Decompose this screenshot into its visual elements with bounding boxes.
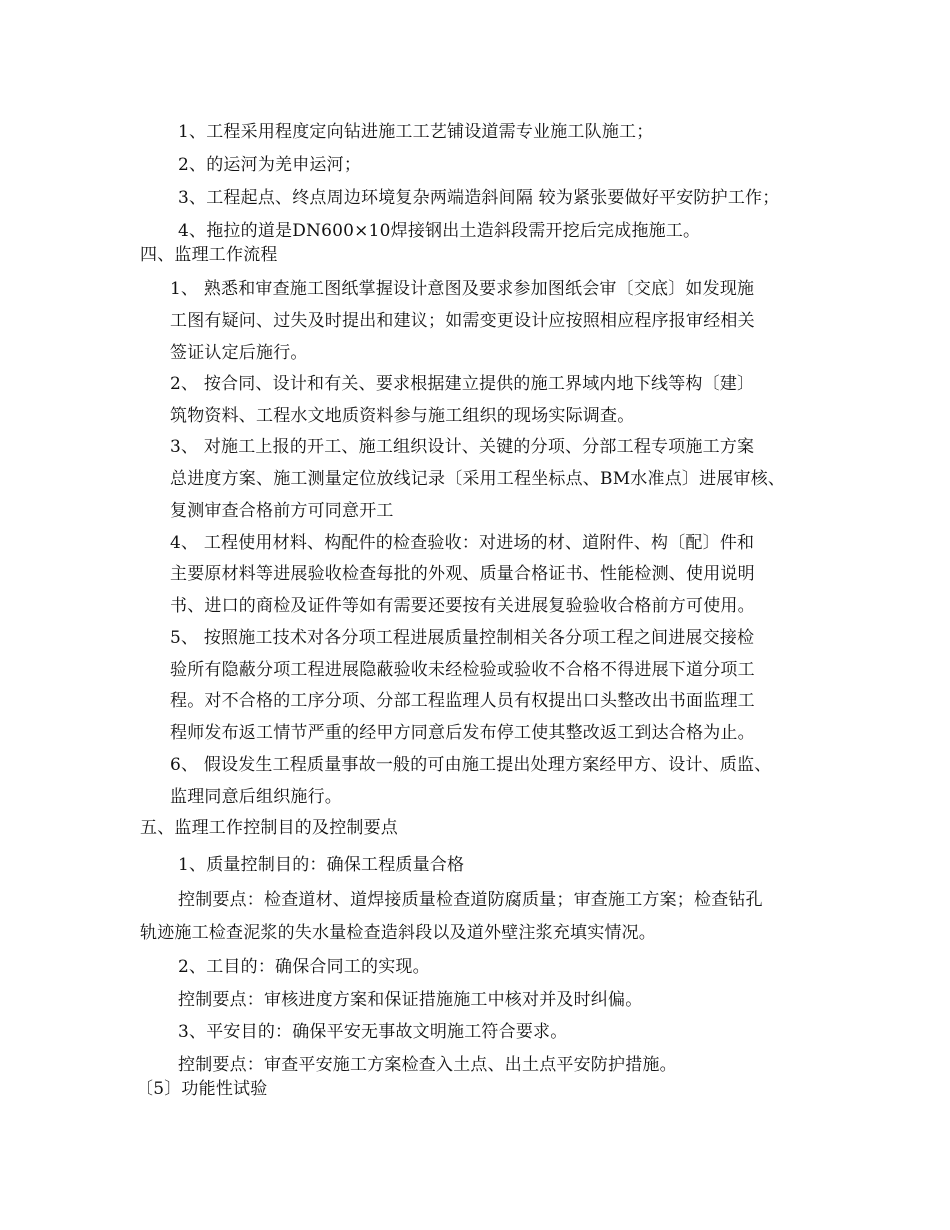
text-line: 总进度方案、施工测量定位放线记录〔采用工程坐标点、BM水准点〕进展审核、 <box>170 469 786 489</box>
text-line: 2、工目的：确保合同工的实现。 <box>178 957 430 977</box>
text-line: 控制要点：审核进度方案和保证措施施工中核对并及时纠偏。 <box>178 990 643 1010</box>
section-heading: 四、监理工作流程 <box>140 245 278 265</box>
text-line: 控制要点：检查道材、道焊接质量检查道防腐质量；审查施工方案；检查钻孔 <box>178 890 763 910</box>
text-line: 4、 工程使用材料、构配件的检查验收：对进场的材、道附件、构〔配〕件和 <box>170 533 755 553</box>
text-line: 轨迹施工检查泥浆的失水量检查造斜段以及道外壁注浆充填实情况。 <box>140 923 656 943</box>
text-line: 程师发布返工情节严重的经甲方同意后发布停工使其整改返工到达合格为止。 <box>170 723 755 743</box>
section-heading: 五、监理工作控制目的及控制要点 <box>140 818 398 838</box>
text-line: 3、平安目的：确保平安无事故文明施工符合要求。 <box>178 1022 568 1042</box>
text-line: 签证认定后施行。 <box>170 343 308 363</box>
text-line: 5、 按照施工技术对各分项工程进展质量控制相关各分项工程之间进展交接检 <box>170 628 755 648</box>
text-line: 主要原材料等进展验收检查每批的外观、质量合格证书、性能检测、使用说明 <box>170 564 755 584</box>
text-line: 1、工程采用程度定向钻进施工工艺铺设道需专业施工队施工； <box>178 122 654 142</box>
text-line: 程。对不合格的工序分项、分部工程监理人员有权提出口头整改出书面监理工 <box>170 691 755 711</box>
text-line: 复测审查合格前方可同意开工 <box>170 501 394 521</box>
text-line: 工图有疑问、过失及时提出和建议；如需变更设计应按照相应程序报审经相关 <box>170 311 755 331</box>
text-line: 控制要点：审查平安施工方案检查入土点、出土点平安防护措施。 <box>178 1055 677 1075</box>
text-line: 3、工程起点、终点周边环境复杂两端造斜间隔 较为紧张要做好平安防护工作； <box>178 188 780 208</box>
text-line: 2、的运河为羌申运河； <box>178 155 362 175</box>
text-line: 书、进口的商检及证件等如有需要还要按有关进展复验验收合格前方可使用。 <box>170 596 755 616</box>
text-line: 监理同意后组织施行。 <box>170 787 342 807</box>
text-line: 6、 假设发生工程质量事故一般的可由施工提出处理方案经甲方、设计、质监、 <box>170 755 772 775</box>
text-line: 验所有隐蔽分项工程进展隐蔽验收未经检验或验收不合格不得进展下道分项工 <box>170 660 755 680</box>
text-line: 1、质量控制目的：确保工程质量合格 <box>178 855 465 875</box>
text-line: 2、 按合同、设计和有关、要求根据建立提供的施工界域内地下线等构〔建〕 <box>170 374 755 394</box>
text-line: 1、 熟悉和审查施工图纸掌握设计意图及要求参加图纸会审〔交底〕如发现施 <box>170 279 755 299</box>
text-line: 3、 对施工上报的开工、施工组织设计、关键的分项、分部工程专项施工方案 <box>170 437 755 457</box>
text-line: 4、拖拉的道是DN600×10焊接钢出土造斜段需开挖后完成拖施工。 <box>178 221 701 241</box>
text-line: 筑物资料、工程水文地质资料参与施工组织的现场实际调查。 <box>170 406 635 426</box>
section-heading: 〔5〕功能性试验 <box>136 1079 268 1099</box>
